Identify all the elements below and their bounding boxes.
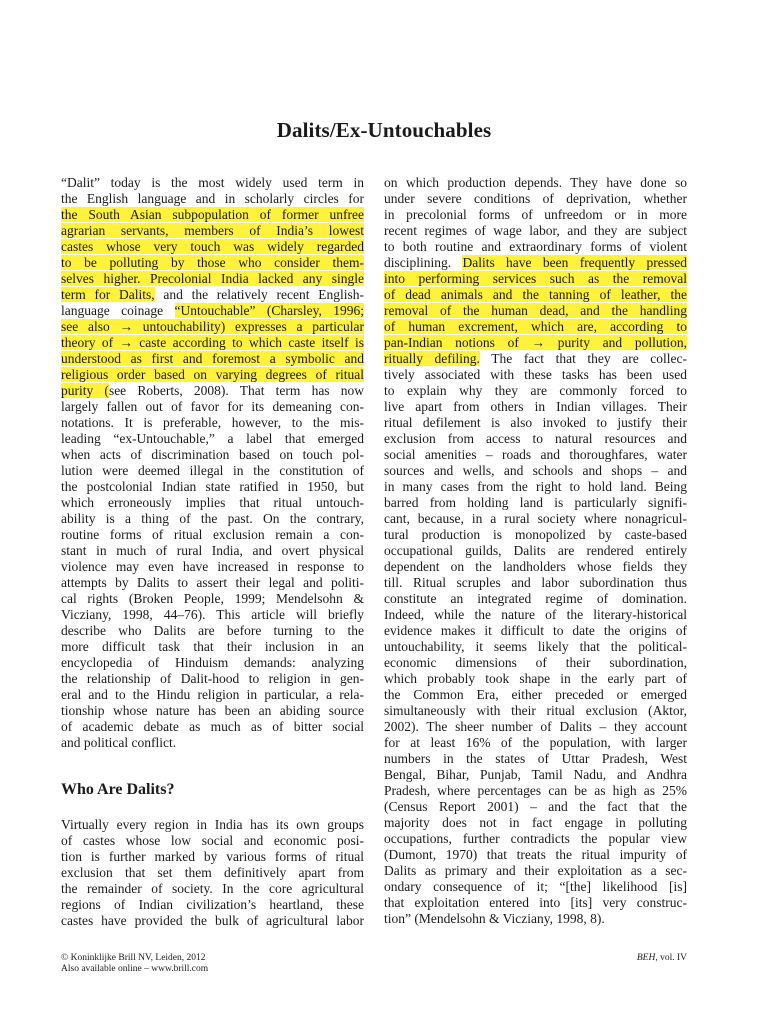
- text-line: disciplining. Dalits have been frequently pressed: [384, 255, 687, 270]
- text-line: tionship whose nature has been an abiding source: [61, 703, 364, 718]
- text-line: numbers in the states of Uttar Pradesh, West: [384, 751, 687, 766]
- text-line: in many cases from the right to hold land. Being: [384, 479, 687, 494]
- text-line: the relationship of Dalit-hood to religion in gen-: [61, 671, 364, 686]
- text-line: constitute an integrated regime of domination.: [384, 591, 687, 606]
- text-line: tural production is monopolized by caste-based: [384, 527, 687, 542]
- footer-copyright-line: © Koninklijke Brill NV, Leiden, 2012: [61, 953, 206, 963]
- text-line: understood as first and foremost a symbolic and: [61, 351, 364, 366]
- text-line: which erroneously implies that ritual untouch-: [61, 495, 364, 510]
- text-line: cant, because, in a rural society where nonagricul-: [384, 511, 687, 526]
- text-line: agrarian servants, members of India’s lowest: [61, 223, 364, 238]
- text-line: lution were deemed illegal in the constitution of: [61, 463, 364, 478]
- text-line: Dalits as primary and their exploitation as a sec-: [384, 863, 687, 878]
- text-line: encyclopedia of Hinduism demands: analyzing: [61, 655, 364, 670]
- text-line: the Common Era, either preceded or emerged: [384, 687, 687, 702]
- text-line: into performing services such as the removal: [384, 271, 687, 286]
- text-line: (Dumont, 1970) that treats the ritual impurity of: [384, 847, 687, 862]
- text-line: the English language and in scholarly circles for: [61, 191, 364, 206]
- text-line: sources and wells, and schools and shops – and: [384, 463, 687, 478]
- footer-volume-number: , vol. IV: [655, 953, 687, 963]
- text-line: to explain why they are commonly forced to: [384, 383, 687, 398]
- text-line: stant in much of rural India, and overt physical: [61, 543, 364, 558]
- text-line: Indeed, while the nature of the literary-historical: [384, 607, 687, 622]
- text-line: castes have provided the bulk of agricultural labor: [61, 913, 364, 928]
- text-line: “Dalit” today is the most widely used term in: [61, 175, 364, 190]
- text-line: of dead animals and the tanning of leather, the: [384, 287, 687, 302]
- text-line: majority does not in fact engage in polluting: [384, 815, 687, 830]
- text-line: to be polluting by those who consider them-: [61, 255, 364, 270]
- text-line: that exploitation entered into [its] very construc-: [384, 895, 687, 910]
- text-line: tion” (Mendelsohn & Vicziany, 1998, 8).: [384, 911, 605, 926]
- text-line: economic dimensions of their subordination,: [384, 655, 687, 670]
- right-column: [384, 175, 687, 927]
- text-line: dependent on the landholders whose fields they: [384, 559, 687, 574]
- text-line: violence may even have increased in response to: [61, 559, 364, 574]
- text-line: notations. It is preferable, however, to the mis-: [61, 415, 364, 430]
- footer-copyright: [61, 953, 208, 975]
- left-column: [61, 175, 364, 929]
- text-line: leading “ex-Untouchable,” a label that emerged: [61, 431, 364, 446]
- text-line: to both routine and extraordinary forms of violent: [384, 239, 687, 254]
- text-line: till. Ritual scruples and labor subordination thus: [384, 575, 687, 590]
- text-line: ability is a thing of the past. On the contrary,: [61, 511, 364, 526]
- text-line: language coinage “Untouchable” (Charsley, 1996;: [61, 303, 364, 318]
- text-line: occupations, further contradicts the popular view: [384, 831, 687, 846]
- text-line: of academic debate as much as of bitter social: [61, 719, 364, 734]
- text-line: cal rights (Broken People, 1999; Mendelsohn &: [61, 591, 364, 606]
- text-line: selves higher. Precolonial India lacked any single: [61, 271, 364, 286]
- text-line: and political conflict.: [61, 735, 177, 750]
- footer-online-line: Also available online – www.brill.com: [61, 964, 209, 974]
- text-line: largely fallen out of favor for its demeaning con-: [61, 399, 364, 414]
- text-line: (Census Report 2001) – and the fact that the: [384, 799, 687, 814]
- text-line: 2002). The sheer number of Dalits – they account: [384, 719, 687, 734]
- text-line: the remainder of society. In the core agricultural: [61, 881, 364, 896]
- text-line: in precolonial forms of unfreedom or in more: [384, 207, 687, 222]
- text-line: pan-Indian notions of → purity and pollution,: [384, 335, 687, 350]
- text-line: Vicziany, 1998, 44–76). This article will briefly: [61, 607, 364, 622]
- text-line: describe who Dalits are before turning to the: [61, 623, 364, 638]
- text-line: ondary consequence of it; “[the] likelihood [is]: [384, 879, 687, 894]
- text-line: eral and to the Hindu religion in particular, a rela-: [61, 687, 364, 702]
- footer-journal: BEH: [636, 953, 656, 963]
- text-line: Virtually every region in India has its own groups: [61, 817, 364, 832]
- text-line: recent regimes of wage labor, and they are subject: [384, 223, 687, 238]
- text-line: of human excrement, which are, according to: [384, 319, 687, 334]
- text-line: the South Asian subpopulation of former unfree: [61, 207, 364, 222]
- text-line: occupational guilds, Dalits are rendered entirely: [384, 543, 687, 558]
- text-line: the postcolonial Indian state ratified in 1950, but: [61, 479, 364, 494]
- text-line: religious order based on varying degrees of ritual: [61, 367, 364, 382]
- text-line: tively associated with these tasks has been used: [384, 367, 687, 382]
- text-line: ritual defilement is also invoked to justify their: [384, 415, 687, 430]
- footer-volume: [637, 953, 687, 964]
- text-line: term for Dalits, and the relatively recent English-: [61, 287, 364, 302]
- text-line: when acts of discrimination based on touch pol-: [61, 447, 364, 462]
- text-line: simultaneously with their ritual exclusion (Aktor,: [384, 703, 687, 718]
- text-line: routine forms of ritual exclusion remain a con-: [61, 527, 364, 542]
- intro-paragraph: [61, 175, 364, 751]
- text-line: Bengal, Bihar, Punjab, Tamil Nadu, and Andhra: [384, 767, 687, 782]
- text-line: removal of the human dead, and the handling: [384, 303, 687, 318]
- text-line: for at least 16% of the population, with larger: [384, 735, 687, 750]
- text-line: theory of → caste according to which caste itself is: [61, 335, 364, 350]
- article-title: Dalits/Ex-Untouchables: [276, 118, 492, 142]
- text-line: ritually defiling. The fact that they are collec-: [384, 351, 687, 366]
- text-line: see also → untouchability) expresses a particular: [61, 319, 364, 334]
- text-line: Pradesh, where percentages can be as high as 25%: [384, 783, 687, 798]
- text-line: regions of Indian civilization’s heartland, these: [61, 897, 364, 912]
- text-line: evidence makes it difficult to date the origins of: [384, 623, 687, 638]
- text-line: exclusion that set them definitively apart from: [61, 865, 364, 880]
- text-line: on which production depends. They have done so: [384, 175, 687, 190]
- text-line: castes whose very touch was widely regarded: [61, 239, 364, 254]
- text-line: social amenities – roads and thoroughfares, water: [384, 447, 687, 462]
- text-line: tion is further marked by various forms of ritual: [61, 849, 364, 864]
- text-line: more difficult task that their inclusion in an: [61, 639, 364, 654]
- text-line: which probably took shape in the early part of: [384, 671, 687, 686]
- text-line: of castes whose low social and economic posi-: [61, 833, 364, 848]
- text-line: under severe conditions of deprivation, whether: [384, 191, 687, 206]
- text-line: attempts by Dalits to assert their legal and politi-: [61, 575, 364, 590]
- section-heading: Who Are Dalits?: [61, 781, 175, 798]
- text-line: exclusion from access to natural resources and: [384, 431, 687, 446]
- text-line: live apart from others in Indian villages. Their: [384, 399, 687, 414]
- text-line: barred from holding land is particularly signifi-: [384, 495, 687, 510]
- text-line: untouchability, it seems likely that the political-: [384, 639, 687, 654]
- text-line: purity (see Roberts, 2008). That term has now: [61, 383, 364, 398]
- section-paragraph: [61, 817, 364, 929]
